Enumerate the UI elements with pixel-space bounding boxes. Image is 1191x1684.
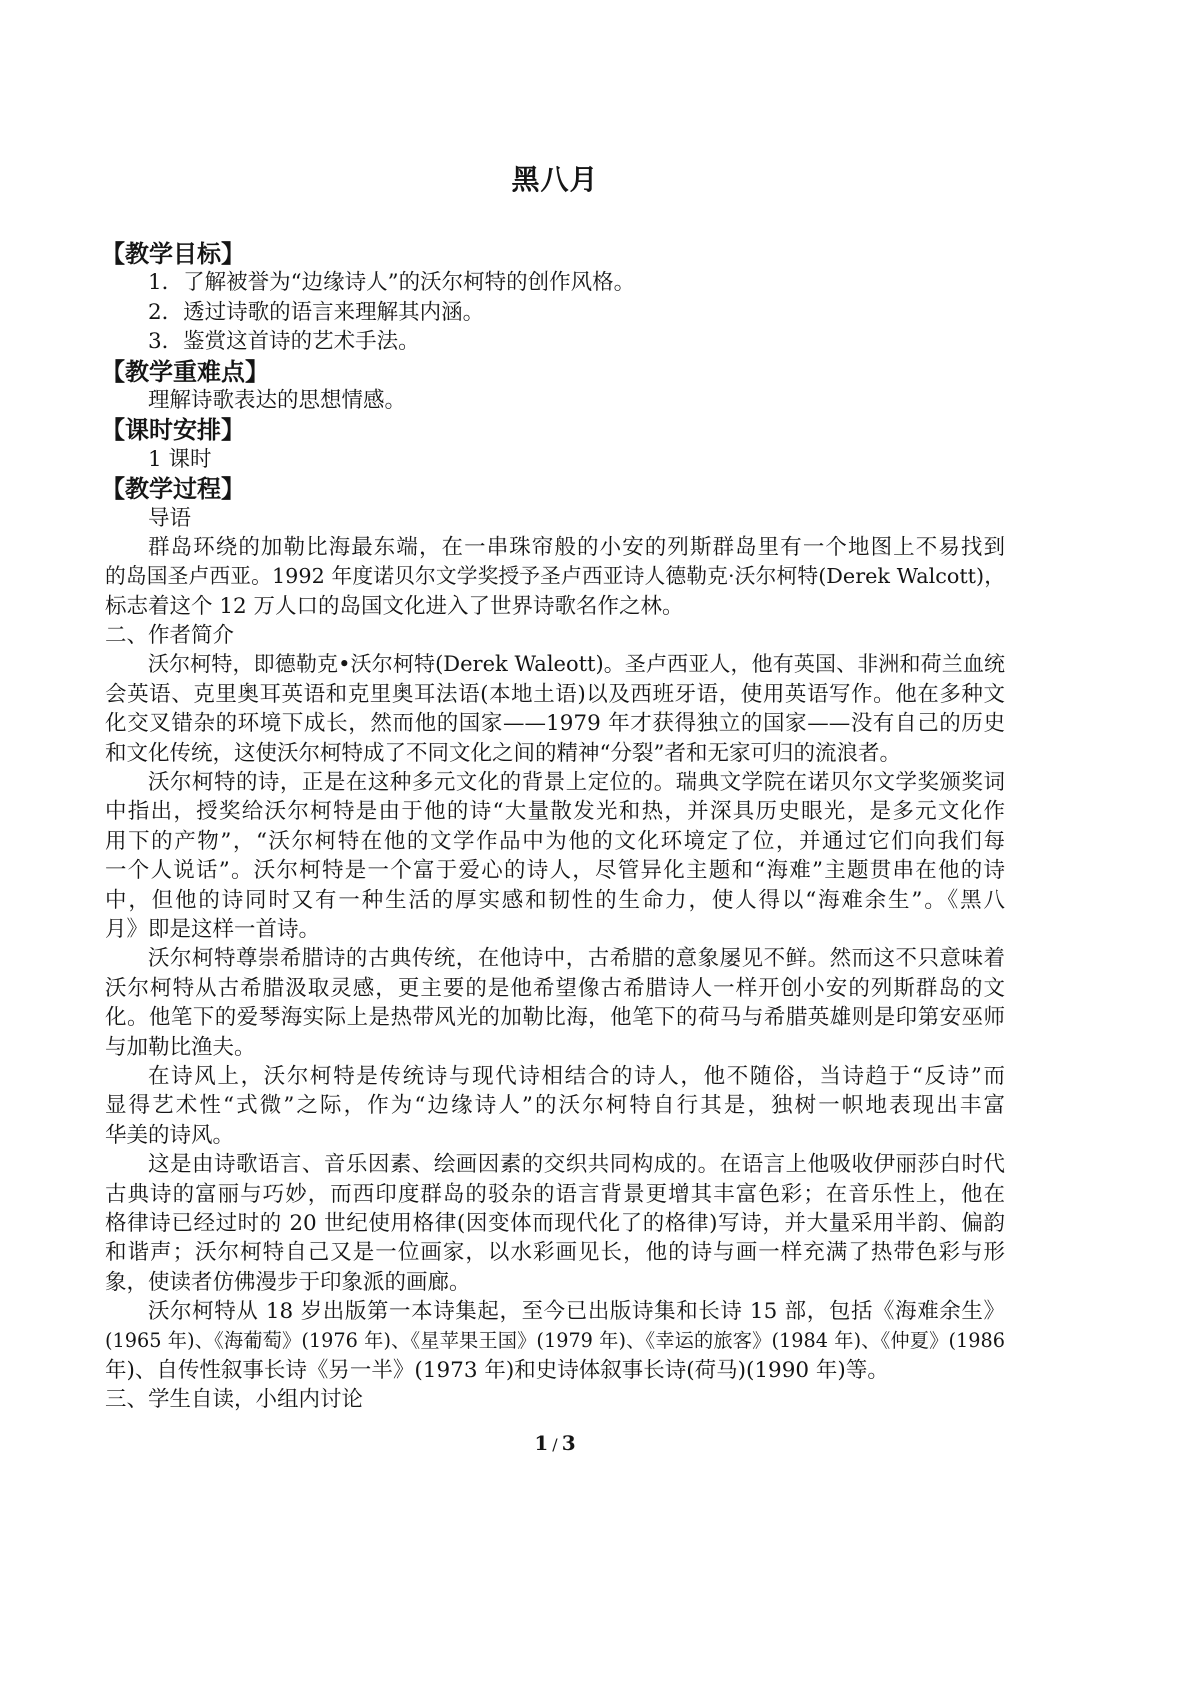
paragraph-line: 中指出，授奖给沃尔柯特是由于他的诗“大量散发光和热，并深具历史眼光，是多元文化作: [105, 799, 1005, 825]
paragraph-line: 会英语、克里奥耳英语和克里奥耳法语(本地土语)以及西班牙语，使用英语写作。他在多种文: [105, 681, 1005, 707]
discussion-heading: 三、学生自读，小组内讨论: [105, 1387, 364, 1413]
intro-paragraph: [105, 533, 1005, 621]
paragraph-line: 化交叉错杂的环境下成长，然而他的国家——1979 年才获得独立的国家——没有自己的历史: [105, 711, 1005, 737]
paragraph-line: 象，使读者仿佛漫步于印象派的画廊。: [105, 1269, 471, 1295]
paragraph-line: 古典诗的富丽与巧妙，而西印度群岛的驳杂的语言背景更增其丰富色彩；在音乐性上，他在: [105, 1181, 1005, 1207]
paragraph-line: 用下的产物”，“沃尔柯特在他的文学作品中为他的文化环境定了位，并通过它们向我们每: [105, 828, 1005, 854]
heading-schedule: 【课时安排】: [101, 415, 245, 445]
key-difficulties-text: 理解诗歌表达的思想情感。: [148, 387, 407, 413]
paragraph-line: 华美的诗风。: [105, 1122, 235, 1148]
heading-objectives: 【教学目标】: [101, 239, 245, 268]
author-heading: 二、作者简介: [105, 623, 235, 649]
author-paragraph: [105, 768, 1005, 944]
paragraph-line: 的岛国圣卢西亚。1992 年度诺贝尔文学奖授予圣卢西亚诗人德勒克·沃尔柯特(Derek Walcott)，: [105, 564, 1005, 589]
paragraph-line: 和文化传统，这使沃尔柯特成了不同文化之间的精神“分裂”者和无家可归的流浪者。: [105, 740, 901, 766]
paragraph-line: 显得艺术性“式微”之际，作为“边缘诗人”的沃尔柯特自行其是，独树一帜地表现出丰富: [105, 1093, 1005, 1119]
heading-process: 【教学过程】: [101, 474, 245, 504]
paragraph-line: 化。他笔下的爱琴海实际上是热带风光的加勒比海，他笔下的荷马与希腊英雄则是印第安巫师: [105, 1005, 1005, 1031]
paragraph-line: 群岛环绕的加勒比海最东端，在一串珠帘般的小安的列斯群岛里有一个地图上不易找到: [148, 534, 1005, 560]
paragraph-line: 沃尔柯特尊崇希腊诗的古典传统，在他诗中，古希腊的意象屡见不鲜。然而这不只意味着: [148, 946, 1005, 972]
paragraph-line: 中，但他的诗同时又有一种生活的厚实感和韧性的生命力，使人得以“海难余生”。《黑八: [105, 887, 1005, 913]
author-paragraph: [105, 944, 1005, 1062]
document-body: [101, 239, 1005, 1415]
paragraph-line: 沃尔柯特的诗，正是在这种多元文化的背景上定位的。瑞典文学院在诺贝尔文学奖颁奖词: [148, 770, 1005, 796]
author-paragraph: [105, 650, 1005, 768]
page-current: 1: [534, 1431, 549, 1455]
paragraph-line: 年)、自传性叙事长诗《另一半》(1973 年)和史诗体叙事长诗(荷马)(1990 年)等。: [105, 1357, 889, 1383]
paragraph-line: 沃尔柯特从 18 岁出版第一本诗集起，至今已出版诗集和长诗 15 部，包括《海难余生》: [148, 1299, 1005, 1325]
paragraph-line: 一个人说话”。沃尔柯特是一个富于爱心的诗人，尽管异化主题和“海难”主题贯串在他的诗: [105, 858, 1005, 884]
paragraph-line: (1965 年)、《海葡萄》(1976 年)、《星苹果王国》(1979 年)、《幸运的旅客》(1984 年)、《仲夏》(1986: [105, 1329, 1005, 1353]
heading-key-difficulties: 【教学重难点】: [101, 356, 269, 386]
schedule-text: 1 课时: [148, 446, 212, 472]
intro-label: 导语: [148, 505, 192, 531]
page-number: [105, 1430, 1005, 1456]
page-separator: /: [552, 1435, 558, 1454]
paragraph-line: 和谐声；沃尔柯特自己又是一位画家，以水彩画见长，他的诗与画一样充满了热带色彩与形: [105, 1240, 1005, 1266]
objective-item: 2．透过诗歌的语言来理解其内涵。: [148, 299, 485, 325]
objective-item: 1．了解被誉为“边缘诗人”的沃尔柯特的创作风格。: [148, 270, 636, 296]
author-paragraph: [105, 1297, 1005, 1385]
paragraph-line: 这是由诗歌语言、音乐因素、绘画因素的交织共同构成的。在语言上他吸收伊丽莎白时代: [148, 1152, 1005, 1178]
author-paragraph: [105, 1150, 1005, 1297]
paragraph-line: 沃尔柯特，即德勒克•沃尔柯特(Derek Waleott)。圣卢西亚人，他有英国、非洲和荷兰血统: [148, 652, 1005, 677]
paragraph-line: 标志着这个 12 万人口的岛国文化进入了世界诗歌名作之林。: [105, 593, 684, 619]
paragraph-line: 在诗风上，沃尔柯特是传统诗与现代诗相结合的诗人，他不随俗，当诗趋于“反诗”而: [148, 1063, 1005, 1089]
paragraph-line: 与加勒比渔夫。: [105, 1034, 256, 1060]
paragraph-line: 月》即是这样一首诗。: [105, 916, 321, 942]
page-total: 3: [561, 1431, 576, 1455]
paragraph-line: 格律诗已经过时的 20 世纪使用格律(因变体而现代化了的格律)写诗，并大量采用半韵、偏韵: [105, 1210, 1005, 1236]
paragraph-line: 沃尔柯特从古希腊汲取灵感，更主要的是他希望像古希腊诗人一样开创小安的列斯群岛的文: [105, 975, 1005, 1001]
author-paragraph: [105, 1062, 1005, 1150]
objective-item: 3．鉴赏这首诗的艺术手法。: [148, 329, 420, 355]
objectives-list: [105, 268, 1005, 356]
document-title: 黑八月: [511, 163, 599, 196]
